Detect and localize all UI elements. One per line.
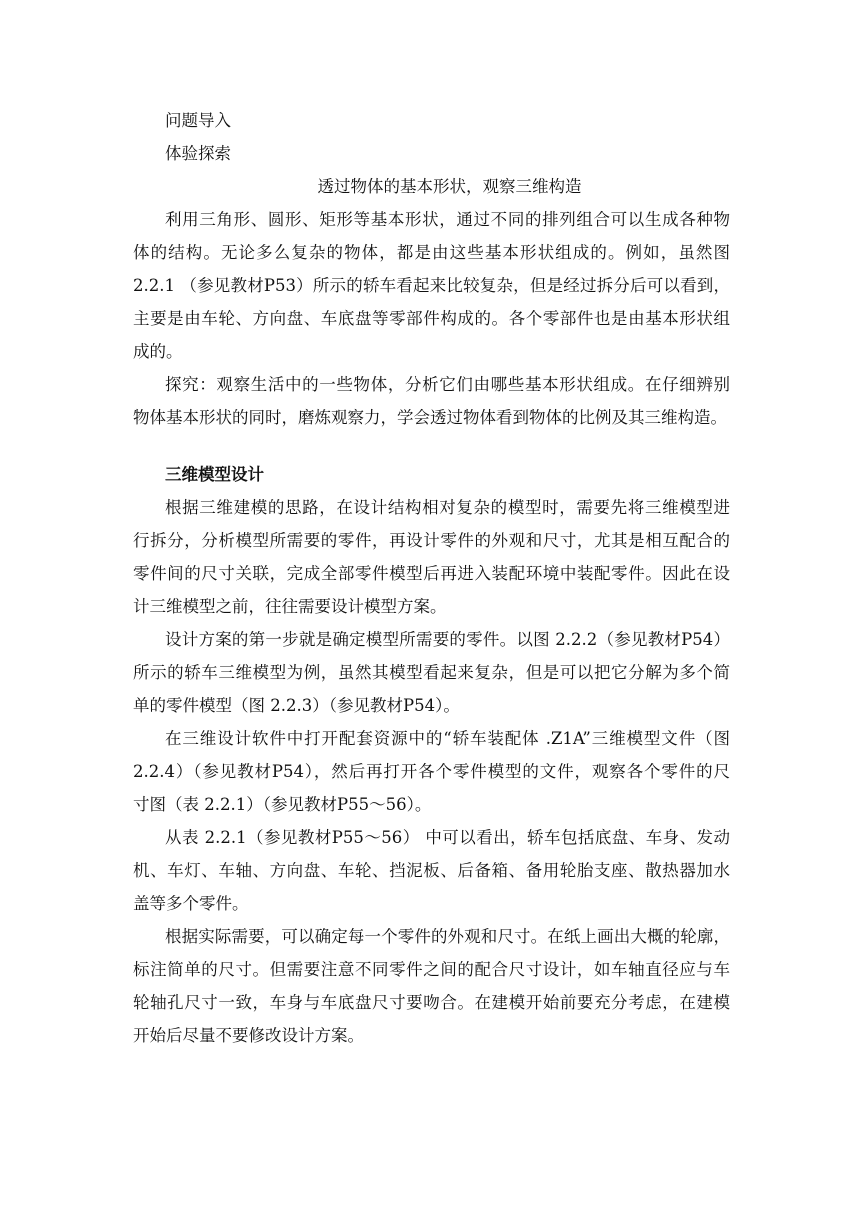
paragraph-line: 物体基本形状的同时，磨炼观察力，学会透过物体看到物体的比例及其三维构造。 <box>133 408 727 427</box>
paragraph-line: 主要是由车轮、方向盘、车底盘等零部件构成的。各个零部件也是由基本形状组 <box>133 309 730 328</box>
paragraph-line: 寸图（表 2.2.1）（参见教材P55～56）。 <box>133 795 432 814</box>
paragraph-line: 计三维模型之前，往往需要设计模型方案。 <box>133 597 447 616</box>
paragraph-line: 根据实际需要，可以确定每一个零件的外观和尺寸。在纸上画出大概的轮廓， <box>165 927 730 946</box>
paragraph-line: 设计方案的第一步就是确定模型所需要的零件。以图 2.2.2（参见教材P54） <box>165 630 730 649</box>
activity-subtitle: 透过物体的基本形状，观察三维构造 <box>317 177 582 196</box>
section-heading: 三维模型设计 <box>165 465 264 484</box>
paragraph-basic-shapes <box>133 203 730 368</box>
paragraph-line: 零件间的尺寸关联，完成全部零件模型后再进入装配环境中装配零件。因此在设 <box>133 564 730 583</box>
document-page <box>133 104 730 1052</box>
paragraph-line: 轮轴孔尺寸一致，车身与车底盘尺寸要吻合。在建模开始前要充分考虑，在建模 <box>133 993 730 1012</box>
paragraph-line: 在三维设计软件中打开配套资源中的“轿车装配体 .Z1A”三维模型文件（图 <box>165 729 730 748</box>
paragraph-dimensions <box>133 920 730 1052</box>
paragraph-line: 所示的轿车三维模型为例，虽然其模型看起来复杂，但是可以把它分解为多个简 <box>133 663 730 682</box>
paragraph-line: 机、车灯、车轴、方向盘、车轮、挡泥板、后备箱、备用轮胎支座、散热器加水 <box>133 861 730 880</box>
paragraph-line: 行拆分，分析模型所需要的零件，再设计零件的外观和尺寸，尤其是相互配合的 <box>133 531 730 550</box>
paragraph-exploration <box>133 368 730 434</box>
label-experience-explore: 体验探索 <box>165 144 231 163</box>
paragraph-line: 探究：观察生活中的一些物体，分析它们由哪些基本形状组成。在仔细辨别 <box>165 375 730 394</box>
paragraph-line: 根据三维建模的思路，在设计结构相对复杂的模型时，需要先将三维模型进 <box>165 498 730 517</box>
paragraph-modeling-approach <box>133 491 730 623</box>
paragraph-first-step <box>133 623 730 722</box>
paragraph-line: 利用三角形、圆形、矩形等基本形状，通过不同的排列组合可以生成各种物 <box>165 210 730 229</box>
paragraph-line: 2.2.4）（参见教材P54），然后再打开各个零件模型的文件，观察各个零件的尺 <box>133 762 730 781</box>
label-problem-intro: 问题导入 <box>165 111 231 130</box>
paragraph-line: 从表 2.2.1（参见教材P55～56） 中可以看出，轿车包括底盘、车身、发动 <box>165 828 730 847</box>
paragraph-line: 单的零件模型（图 2.2.3）（参见教材P54）。 <box>133 696 460 715</box>
paragraph-parts-list <box>133 821 730 920</box>
paragraph-line: 盖等多个零件。 <box>133 894 249 913</box>
paragraph-line: 2.2.1 （参见教材P53）所示的轿车看起来比较复杂，但是经过拆分后可以看到， <box>133 276 730 295</box>
paragraph-line: 体的结构。无论多么复杂的物体，都是由这些基本形状组成的。例如，虽然图 <box>133 243 730 262</box>
paragraph-line: 标注简单的尺寸。但需要注意不同零件之间的配合尺寸设计，如车轴直径应与车 <box>133 960 730 979</box>
paragraph-open-file <box>133 722 730 821</box>
paragraph-line: 开始后尽量不要修改设计方案。 <box>133 1026 364 1045</box>
paragraph-line: 成的。 <box>133 342 183 361</box>
